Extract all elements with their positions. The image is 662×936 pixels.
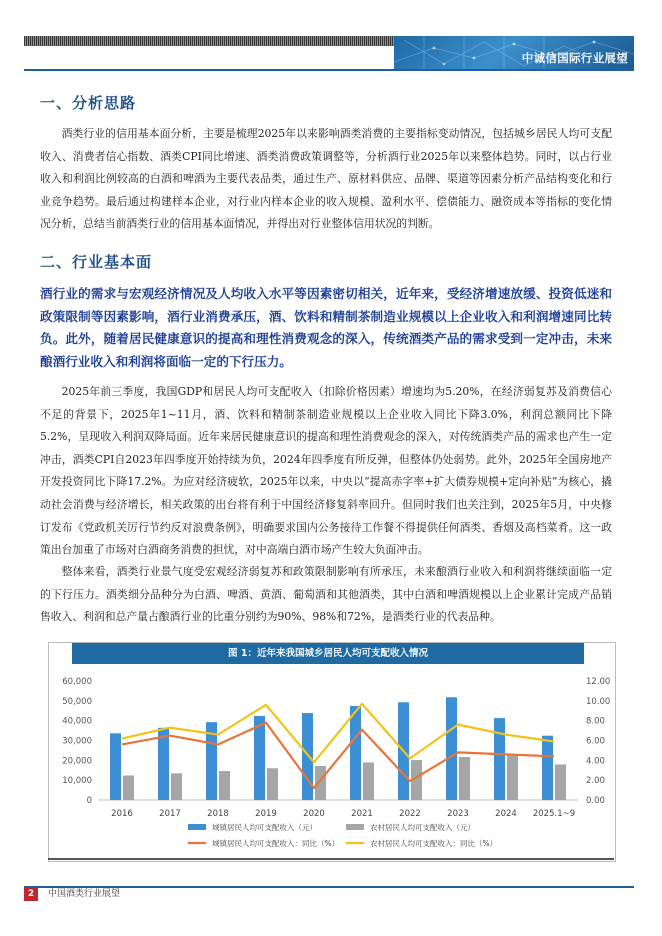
right-axis-tick: 12.00 xyxy=(586,677,611,687)
legend-label: 城镇居民人均可支配收入（元） xyxy=(212,823,317,832)
x-axis-tick: 2023 xyxy=(447,809,469,819)
x-axis-tick: 2018 xyxy=(207,809,229,819)
right-axis-tick: 6.00 xyxy=(586,736,605,747)
legend-swatch xyxy=(188,824,206,830)
left-axis-tick: 60,000 xyxy=(62,677,92,687)
rural-income-bar xyxy=(315,766,326,800)
urban-income-bar xyxy=(542,736,553,800)
rural-income-bar xyxy=(123,775,134,800)
right-axis-tick: 10.00 xyxy=(586,696,611,707)
legend-label: 城镇居民人均可支配收入：同比（%） xyxy=(212,839,340,848)
x-axis-tick: 2022 xyxy=(399,809,421,819)
left-axis-tick: 30,000 xyxy=(62,736,92,747)
urban-income-bar xyxy=(302,713,313,800)
page-number: 2 xyxy=(24,888,38,901)
urban-income-bar xyxy=(254,716,265,800)
legend-swatch xyxy=(346,824,364,830)
body-paragraph-1: 2025年前三季度，我国GDP和居民人均可支配收入（扣除价格因素）增速均为5.20%，在经济弱复苏及消费信心不足的背景下，2025年1~11月，酒、饮料和精制茶制造业规模以上企业收入同比下降3.0%，利润总额同比下降5.2%，呈现收入利润双降局面。近年来居民健康意识的提高和理性消费观念的深入，对传统酒类产品的需求也产生一定冲击，酒类CPI自2023年四季度开始持续为负，2024年四季度有所反弹，但整体仍处弱势。此外，2025年全国房地产开发投资同比下降17.2%。为应对经济疲软，2025年以来，中央以“提高赤字率+扩大债券规模+定向补贴”为核心，撬动社会消费与经济增长，相关政策的出台将有利于中国经济修复斜率回升。但同时我们也关注到，2025年5月，中央修订发布《党政机关厉行节约反对浪费条例》，明确要求国内公务接待工作餐不得提供任何酒类、香烟及高档菜肴。这一政策出台加重了市场对白酒商务消费的担忧，对中高端白酒市场产生较大负面冲击。 xyxy=(40,385,612,557)
left-axis-tick: 50,000 xyxy=(62,696,92,707)
x-axis-tick: 2025.1~9 xyxy=(532,809,576,819)
urban-income-bar xyxy=(158,728,169,800)
right-axis-tick: 2.00 xyxy=(586,776,605,787)
x-axis-tick: 2016 xyxy=(111,809,133,819)
body-paragraph-2: 整体来看，酒类行业景气度受宏观经济弱复苏和政策限制影响有所承压，未来酿酒行业收入和利润将继续面临一定的下行压力。酒类细分品种分为白酒、啤酒、黄酒、葡萄酒和其他酒类，其中白酒和啤酒规模以上企业累计完成产品销售收入、利润和总产量占酿酒行业的比重分别约为90%、98%和72%，是酒类行业的代表品种。 xyxy=(40,565,612,624)
x-axis-tick: 2019 xyxy=(255,809,277,819)
section-heading-analysis: 一、分析思路 xyxy=(40,94,137,112)
rural-income-bar xyxy=(267,768,278,800)
section-heading-fundamentals: 二、行业基本面 xyxy=(40,253,153,271)
footer-title: 中国酒类行业展望 xyxy=(48,889,121,899)
left-axis-tick: 0 xyxy=(86,796,92,806)
key-summary-paragraph: 酒行业的需求与宏观经济情况及人均收入水平等因素密切相关，近年来，受经济增速放缓、投资低迷和政策限制等因素影响，酒行业消费承压，酒、饮料和精制茶制造业规模以上企业收入和利润增速同比转负。此外，随着居民健康意识的提高和理性消费观念的深入，传统酒类产品的需求受到一定冲击，未来酿酒行业收入和利润将面临一定的下行压力。 xyxy=(40,286,612,369)
right-axis-tick: 8.00 xyxy=(586,716,605,727)
left-axis-tick: 40,000 xyxy=(62,716,92,727)
urban-income-bar xyxy=(350,706,361,800)
urban-income-bar xyxy=(494,718,505,800)
figure-title: 图 1：近年来我国城乡居民人均可支配收入情况 xyxy=(72,643,584,664)
urban-income-bar xyxy=(110,733,121,800)
x-axis-tick: 2024 xyxy=(495,809,517,819)
legend-label: 农村居民人均可支配收入：同比（%） xyxy=(370,839,498,848)
left-axis-tick: 20,000 xyxy=(62,756,92,767)
rural-income-bar xyxy=(363,762,374,800)
header-banner xyxy=(394,36,634,69)
figure-bottom-rule xyxy=(48,858,614,860)
rural-income-bar xyxy=(507,754,518,800)
right-axis-tick: 4.00 xyxy=(586,756,605,767)
rural-income-bar xyxy=(555,764,566,800)
analysis-paragraph: 酒类行业的信用基本面分析，主要是梳理2025年以来影响酒类消费的主要指标变动情况，包括城乡居民人均可支配收入、消费者信心指数、酒类CPI同比增速、酒类消费政策调整等，分析酒行业2025年以来整体趋势。同时，以占行业收入和利润比例较高的白酒和啤酒为主要代表品类，通过生产、原材料供应、品牌、渠道等因素分析产品结构变化和行业竞争趋势。最后通过构建样本企业，对行业内样本企业的收入规模、盈利水平、偿债能力、融资成本等指标的变化情况分析，总结当前酒类行业的信用基本面情况，并得出对行业整体信用状况的判断。 xyxy=(40,127,612,231)
left-axis-tick: 10,000 xyxy=(62,776,92,787)
legend-label: 农村居民人均可支配收入（元） xyxy=(370,823,475,832)
rural-income-bar xyxy=(171,773,182,800)
header-title: 中诚信国际行业展望 xyxy=(521,51,628,65)
header-rule xyxy=(24,69,634,71)
rural-income-bar xyxy=(219,771,230,800)
x-axis-tick: 2017 xyxy=(159,809,181,819)
x-axis-tick: 2020 xyxy=(303,809,325,819)
rural-income-bar xyxy=(459,757,470,800)
income-chart xyxy=(48,664,614,858)
right-axis-tick: 0.00 xyxy=(586,796,605,806)
urban-income-bar xyxy=(446,697,457,800)
x-axis-tick: 2021 xyxy=(351,809,373,819)
